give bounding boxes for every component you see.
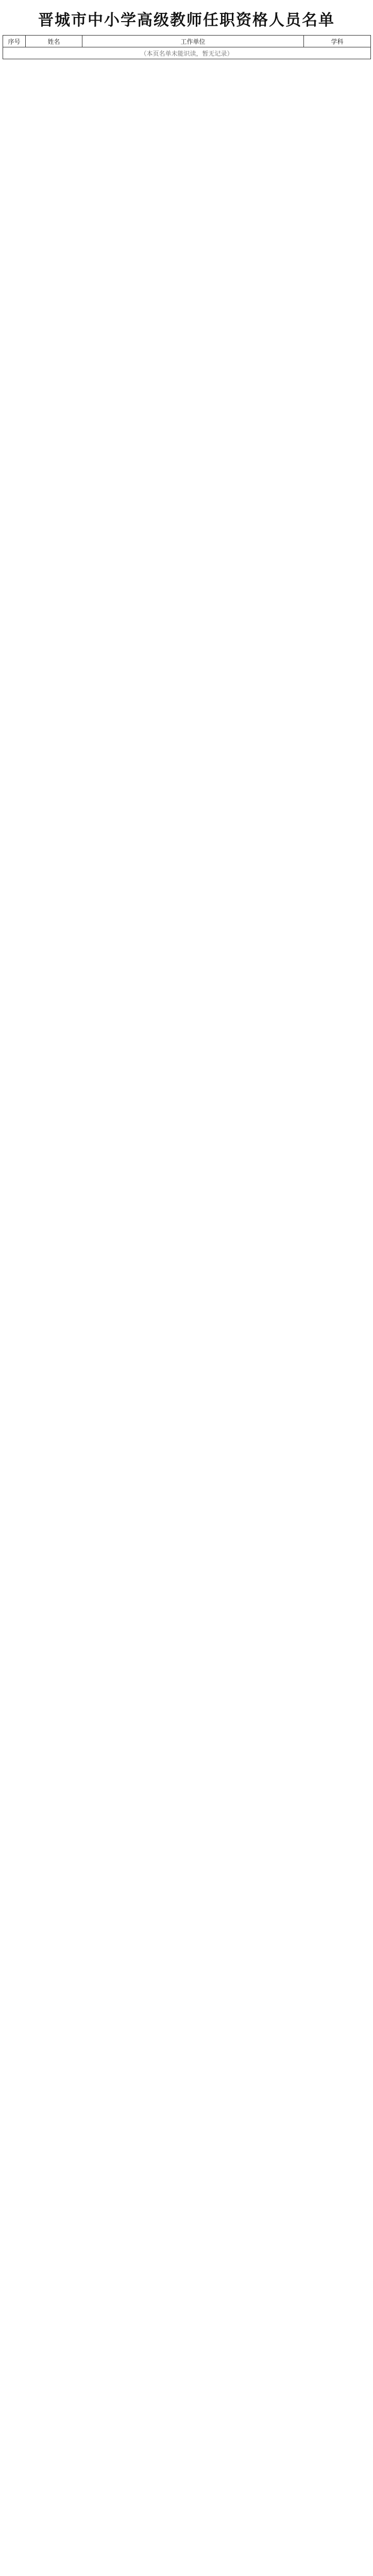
page-title: 晋城市中小学高级教师任职资格人员名单 — [38, 11, 335, 29]
header-no: 序号 — [3, 36, 26, 47]
header-name: 姓名 — [26, 36, 82, 47]
empty-row — [3, 47, 371, 59]
header-subject: 学科 — [304, 36, 371, 47]
roster-body — [3, 47, 371, 59]
header-unit: 工作单位 — [82, 36, 304, 47]
roster-table — [3, 35, 371, 59]
roster-page — [0, 0, 373, 65]
header-row — [3, 36, 371, 47]
empty-note: （本页名单未能识读，暂无记录） — [3, 47, 371, 59]
